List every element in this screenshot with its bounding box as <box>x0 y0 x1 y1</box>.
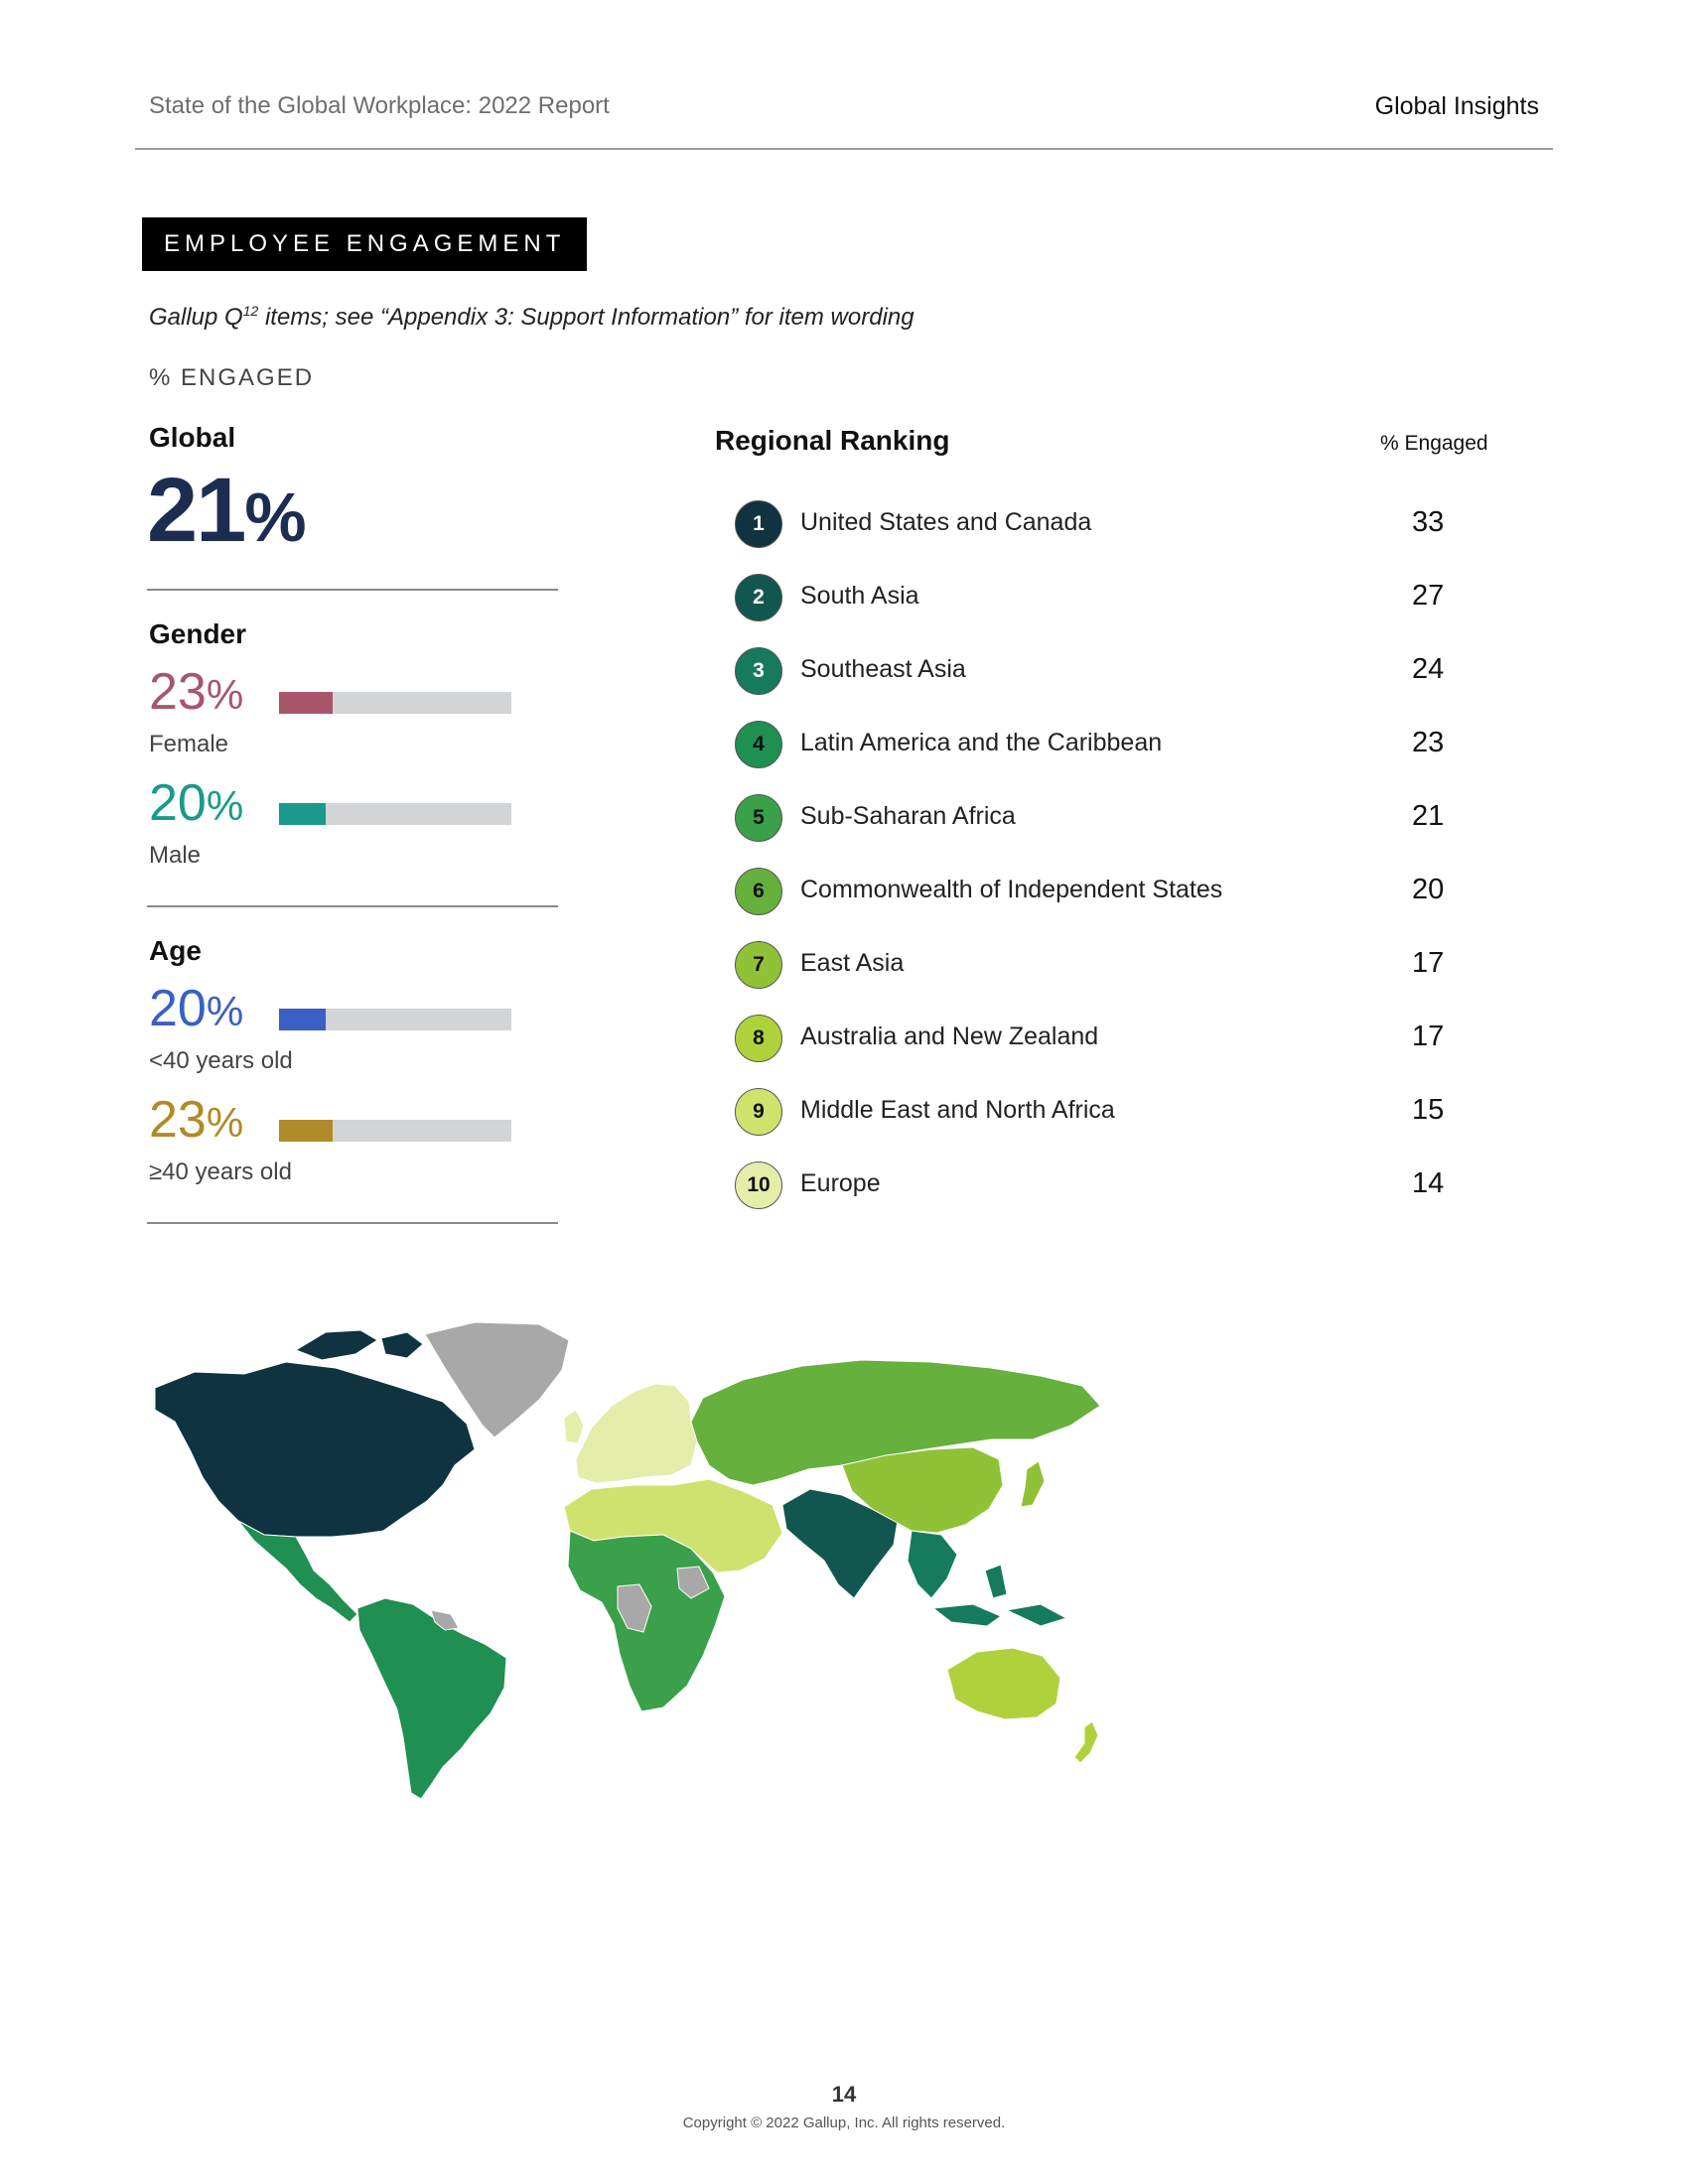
region-engaged-value: 23 <box>1412 727 1445 758</box>
region-name: East Asia <box>800 949 905 977</box>
under40-bar <box>279 1009 511 1030</box>
header-divider <box>135 148 1553 150</box>
region-name: Commonwealth of Independent States <box>800 876 1223 903</box>
under40-value: 20% <box>149 980 244 1037</box>
rank-badge: 10 <box>735 1161 782 1209</box>
region-engaged-value: 27 <box>1412 580 1445 612</box>
region-name: Southeast Asia <box>800 655 966 683</box>
gender-title: Gender <box>149 618 247 649</box>
divider <box>147 589 558 591</box>
divider <box>147 1222 558 1224</box>
ranking-row <box>735 1086 1489 1140</box>
ranking-row <box>735 939 1489 993</box>
report-title: State of the Global Workplace: 2022 Report <box>149 92 610 119</box>
region-engaged-value: 20 <box>1412 874 1445 905</box>
ranking-value-header: % Engaged <box>1380 432 1488 455</box>
female-bar-fill <box>279 692 333 714</box>
map-australia <box>947 1648 1060 1719</box>
region-name: Australia and New Zealand <box>800 1023 1099 1050</box>
measure-label: % ENGAGED <box>149 364 315 391</box>
rank-badge: 7 <box>735 941 782 989</box>
female-label: Female <box>149 731 229 757</box>
ranking-row <box>735 572 1489 625</box>
map-uk <box>564 1410 584 1443</box>
region-engaged-value: 33 <box>1412 506 1445 538</box>
map-new-zealand <box>1074 1721 1098 1763</box>
map-sea-islands <box>933 1565 1066 1626</box>
rank-badge: 2 <box>735 574 782 621</box>
under40-bar-fill <box>279 1009 326 1030</box>
map-japan <box>1021 1461 1045 1507</box>
over40-bar-fill <box>279 1120 333 1142</box>
rank-badge: 4 <box>735 721 782 768</box>
ranking-row <box>735 866 1489 919</box>
ranking-row <box>735 645 1489 699</box>
region-name: Latin America and the Caribbean <box>800 729 1163 756</box>
ranking-row <box>735 719 1489 772</box>
rank-badge: 1 <box>735 500 782 548</box>
male-bar-fill <box>279 803 326 825</box>
over40-label: ≥40 years old <box>149 1159 292 1185</box>
female-value: 23% <box>149 663 244 721</box>
female-bar <box>279 692 511 714</box>
male-bar <box>279 803 511 825</box>
rank-badge: 3 <box>735 647 782 695</box>
ranking-row <box>735 498 1489 552</box>
page-number: 14 <box>831 2082 857 2107</box>
male-value: 20% <box>149 774 244 832</box>
over40-value: 23% <box>149 1091 244 1149</box>
global-title: Global <box>149 422 236 453</box>
under40-label: <40 years old <box>149 1047 293 1074</box>
divider <box>147 905 558 907</box>
region-name: Europe <box>800 1169 881 1197</box>
age-title: Age <box>149 935 202 966</box>
section-name: Global Insights <box>1374 92 1539 120</box>
region-name: United States and Canada <box>800 508 1092 536</box>
region-engaged-value: 17 <box>1412 1021 1445 1052</box>
ranking-row <box>735 1160 1489 1213</box>
male-label: Male <box>149 842 202 869</box>
map-europe <box>576 1384 697 1483</box>
copyright: Copyright © 2022 Gallup, Inc. All rights reserved. <box>682 2115 1006 2131</box>
ranking-row <box>735 792 1489 846</box>
map-canada-islands <box>296 1330 423 1360</box>
rank-badge: 6 <box>735 868 782 915</box>
over40-bar <box>279 1120 511 1142</box>
ranking-title: Regional Ranking <box>715 425 950 456</box>
map-southeast-asia <box>908 1531 957 1598</box>
region-engaged-value: 15 <box>1412 1094 1445 1126</box>
region-engaged-value: 17 <box>1412 947 1445 979</box>
region-engaged-value: 24 <box>1412 653 1445 685</box>
map-north-america <box>155 1362 475 1537</box>
region-name: South Asia <box>800 582 919 610</box>
region-name: Middle East and North Africa <box>800 1096 1115 1124</box>
section-banner: EMPLOYEE ENGAGEMENT <box>142 217 587 271</box>
rank-badge: 9 <box>735 1088 782 1136</box>
subtitle: Gallup $Q^{12}$ items; see “Appendix 3: Support Information” for item wording <box>149 303 914 331</box>
region-engaged-value: 14 <box>1412 1167 1445 1199</box>
region-name: Sub-Saharan Africa <box>800 802 1016 830</box>
ranking-row <box>735 1013 1489 1066</box>
global-value: 21% <box>147 460 305 561</box>
rank-badge: 5 <box>735 794 782 842</box>
region-engaged-value: 21 <box>1412 800 1445 832</box>
rank-badge: 8 <box>735 1015 782 1062</box>
map-south-america <box>357 1598 506 1799</box>
world-map <box>147 1310 1140 1807</box>
